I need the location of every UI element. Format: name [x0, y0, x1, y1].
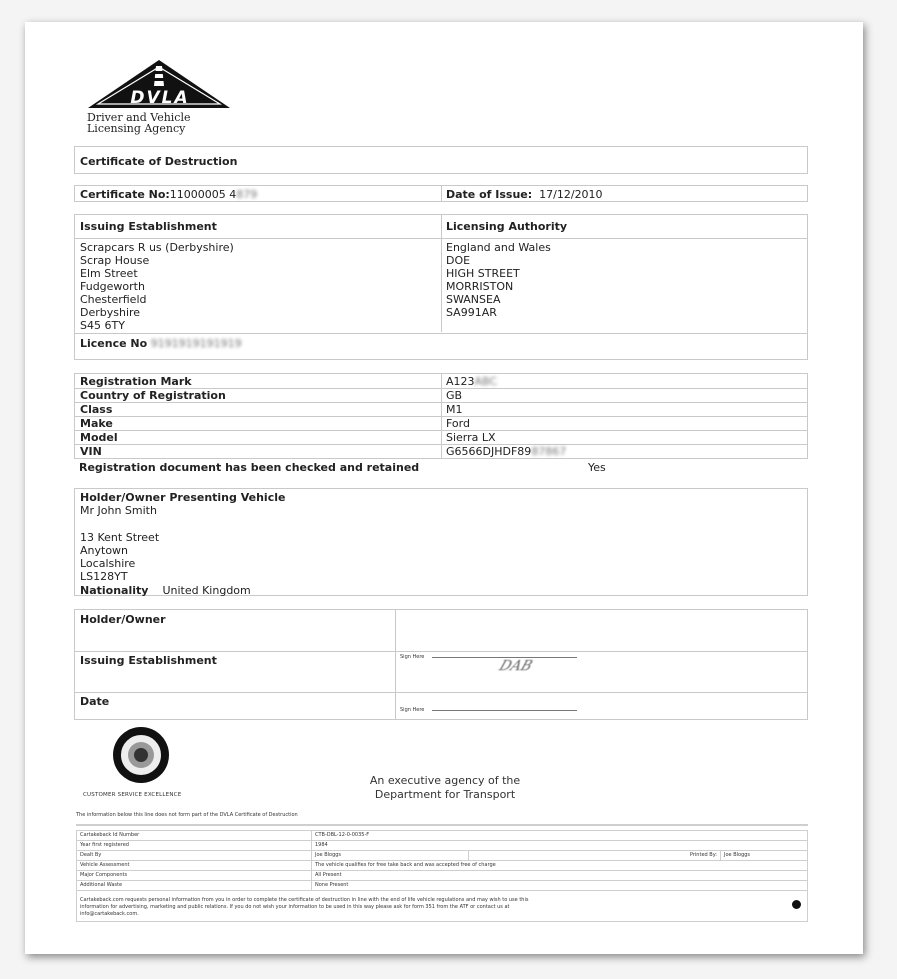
row-value: The vehicle qualifies for free take back and was accepted free of charge: [312, 861, 808, 871]
date-of-issue: [446, 188, 603, 201]
agency-line-1: An executive agency of the: [369, 774, 521, 787]
holder-heading: Holder/Owner Presenting Vehicle: [80, 491, 286, 504]
row-value: 1984: [312, 841, 808, 851]
row-label: Additional Waste: [77, 881, 312, 891]
establishment-box: [74, 214, 808, 360]
registration-retained-value: Yes: [588, 461, 606, 474]
row-label: Dealt By: [77, 851, 312, 861]
licensing-authority-heading: Licensing Authority: [446, 220, 568, 233]
address-line: S45 6TY: [80, 319, 125, 332]
row-label: Major Components: [77, 871, 312, 881]
sign-here-label: Sign Here: [400, 707, 425, 713]
privacy-line-2: information for advertising, marketing and public relations. If you do not wish your information to be used in this way please ask for form 351 from the ATF or contact us at: [80, 903, 510, 910]
vehicle-value: M1: [446, 403, 463, 416]
logo-acronym: DVLA: [130, 88, 190, 108]
vin-value: G6566DJHDF89: [446, 445, 532, 458]
privacy-row: [77, 891, 808, 922]
address-line: Anytown: [80, 544, 129, 557]
document-title: Certificate of Destruction: [80, 155, 238, 168]
address-line: Elm Street: [80, 267, 138, 280]
vehicle-label: Class: [80, 403, 113, 416]
row-label: Vehicle Assessment: [77, 861, 312, 871]
address-line: Fudgeworth: [80, 280, 145, 293]
row-label: Cartakeback Id Number: [77, 831, 312, 841]
vehicle-label: Registration Mark: [80, 375, 192, 388]
vehicle-label: Make: [80, 417, 113, 430]
vehicle-label: Country of Registration: [80, 389, 226, 402]
licence-number-label: Licence No: [80, 337, 148, 350]
row-value: CTB-DBL-12-0-0035-F: [312, 831, 808, 841]
address-line: Localshire: [80, 557, 136, 570]
issuing-establishment-heading: Issuing Establishment: [80, 220, 217, 233]
row-value: None Present: [312, 881, 808, 891]
licence-number: [80, 337, 242, 350]
table-row: [77, 831, 808, 841]
date-of-issue-value: 17/12/2010: [539, 188, 603, 201]
agency-line-2: Department for Transport: [374, 788, 516, 801]
title-box: [74, 146, 808, 174]
vehicle-value: Ford: [446, 417, 470, 430]
address-line: HIGH STREET: [446, 267, 520, 280]
privacy-line-1: Cartakeback.com requests personal information from you in order to complete the certificate of destruction in line with the end of life vehicle regulations and may wish to use this: [80, 896, 529, 903]
holder-signature-label: Holder/Owner: [80, 613, 166, 626]
nationality-value: United Kingdom: [162, 584, 251, 597]
address-line: DOE: [446, 254, 471, 267]
address-line: SA991AR: [446, 306, 497, 319]
address-line: Derbyshire: [80, 306, 141, 319]
vehicle-value: [446, 375, 497, 388]
issuer-signature: DAB: [497, 658, 535, 674]
address-line: MORRISTON: [446, 280, 514, 293]
registration-retained-label: Registration document has been checked and retained: [79, 461, 420, 474]
address-line: LS128YT: [80, 570, 128, 583]
table-row: [77, 871, 808, 881]
vehicle-label: VIN: [80, 445, 102, 458]
nationality-label: Nationality: [80, 584, 149, 597]
certificate-info-row: [74, 185, 808, 202]
table-row: [77, 841, 808, 851]
sign-here-label: Sign Here: [400, 654, 425, 660]
date-of-issue-label: Date of Issue:: [446, 188, 533, 201]
holder-address: [80, 531, 159, 583]
address-line: Chesterfield: [80, 293, 147, 306]
dvla-logo: [87, 58, 232, 138]
footer-divider: [76, 824, 808, 826]
row-value: Joe Bloggs: [312, 851, 469, 861]
certificate-number-label: Certificate No:: [80, 188, 170, 201]
vehicle-label: Model: [80, 431, 118, 444]
row-label: Year first registered: [77, 841, 312, 851]
certificate-number: [80, 188, 257, 201]
issuing-address: [80, 241, 234, 332]
vin-redacted: 87867: [531, 445, 567, 458]
table-row: [77, 881, 808, 891]
printed-by-value: Joe Bloggs: [721, 851, 808, 861]
licensing-address: [446, 241, 551, 319]
agency-statement: [345, 774, 545, 802]
printed-by-label: Printed By:: [469, 851, 721, 861]
logo-line2: Licensing Agency: [87, 122, 186, 135]
footer-note: The information below this line does not form part of the DVLA Certificate of Destruction: [76, 812, 298, 818]
cartakeback-table: [76, 830, 808, 922]
certificate-number-value: 11000005 4: [169, 188, 237, 201]
holder-name: Mr John Smith: [80, 504, 157, 517]
certificate-page: [25, 22, 863, 954]
licence-number-redacted: 9191919191919: [150, 337, 242, 350]
signatures-table: [74, 609, 808, 720]
vehicle-details-table: [74, 373, 808, 459]
vehicle-value: GB: [446, 389, 463, 402]
registration-mark-redacted: ABC: [474, 375, 498, 388]
address-line: SWANSEA: [446, 293, 501, 306]
row-value: All Present: [312, 871, 808, 881]
holder-box: [74, 488, 808, 596]
holder-sign-field[interactable]: [400, 643, 577, 662]
date-signature-label: Date: [80, 695, 110, 708]
certificate-number-redacted: 879: [236, 188, 258, 201]
privacy-line-3: info@cartakeback.com.: [80, 910, 139, 917]
table-row: [77, 851, 808, 861]
issuer-signature-label: Issuing Establishment: [80, 654, 217, 667]
registration-mark-value: A123: [446, 375, 475, 388]
customer-service-badge-icon: [111, 725, 171, 785]
vehicle-value: Sierra LX: [446, 431, 496, 444]
logo-line1: Driver and Vehicle: [87, 111, 191, 124]
address-line: England and Wales: [446, 241, 551, 254]
table-row: [77, 861, 808, 871]
issuer-sign-field[interactable]: [400, 696, 577, 715]
address-line: Scrap House: [80, 254, 150, 267]
address-line: 13 Kent Street: [80, 531, 160, 544]
address-line: Scrapcars R us (Derbyshire): [80, 241, 234, 254]
vehicle-value: [446, 445, 566, 458]
badge-caption: CUSTOMER SERVICE EXCELLENCE: [83, 792, 182, 798]
nationality: [80, 584, 251, 597]
lock-icon: [792, 900, 801, 909]
